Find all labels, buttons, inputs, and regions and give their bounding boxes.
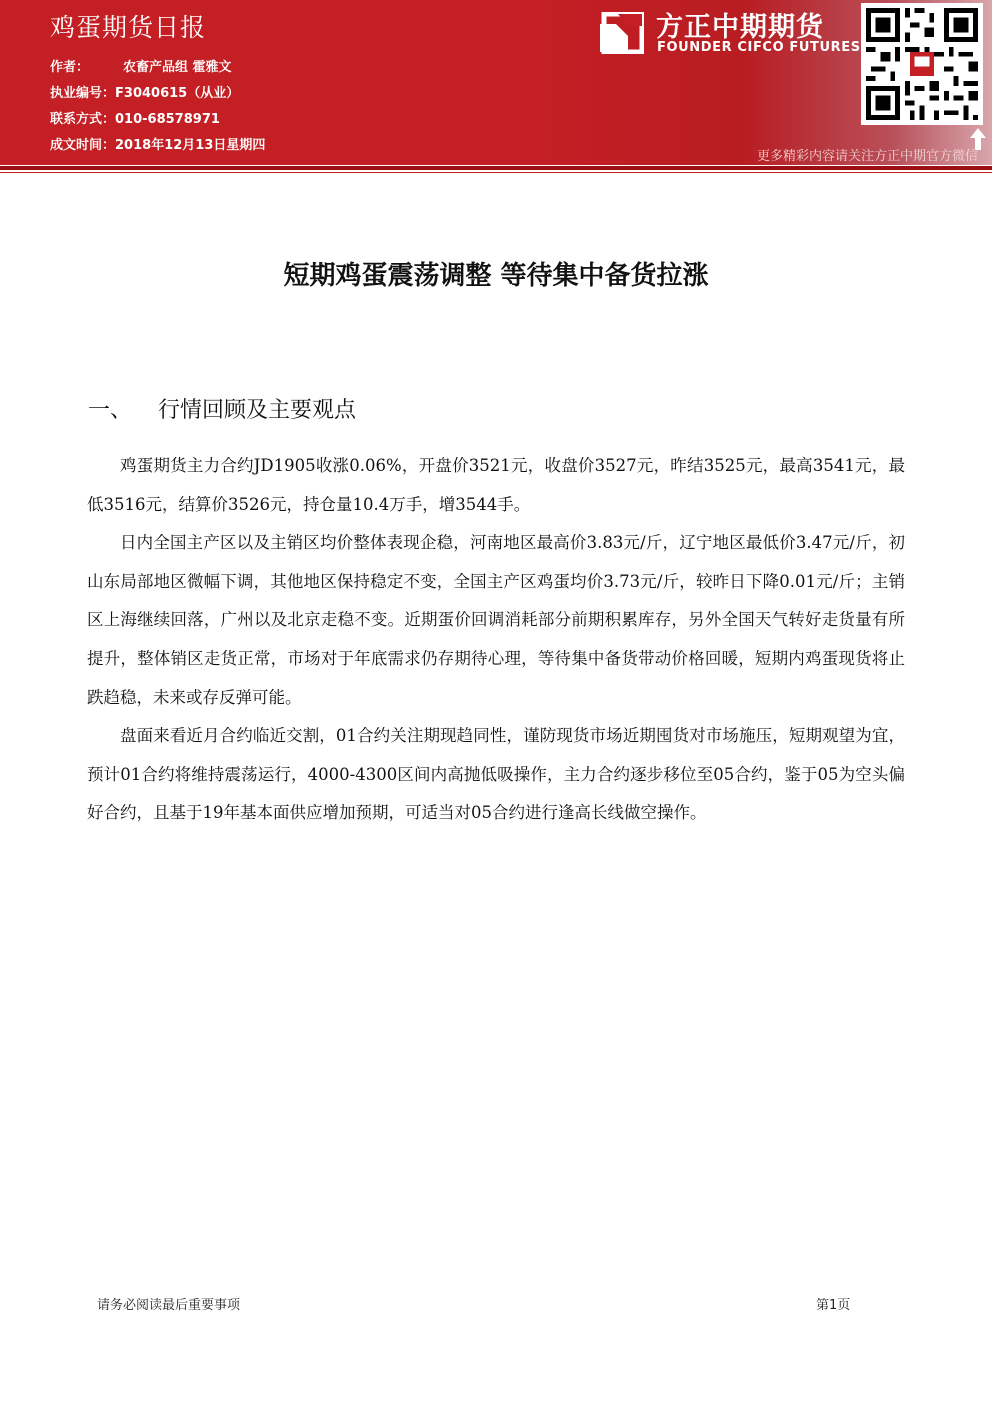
section-title: 行情回顾及主要观点 bbox=[158, 398, 357, 423]
brand-name-cn: 方正中期期货 bbox=[656, 12, 824, 43]
founder-logo-icon bbox=[598, 12, 644, 54]
contact-value: 010-68578971 bbox=[115, 112, 220, 127]
date-label: 成文时间： bbox=[50, 138, 116, 153]
author-label: 作者： bbox=[50, 60, 90, 75]
license-label: 执业编号： bbox=[50, 86, 116, 101]
date-value: 2018年12月13日星期四 bbox=[115, 138, 266, 153]
license-value: F3040615（从业） bbox=[115, 86, 240, 101]
paragraph-spot-market: 日内全国主产区以及主销区均价整体表现企稳，河南地区最高价3.83元/斤，辽宁地区最低价3.47元/斤，初山东局部地区微幅下调，其他地区保持稳定不变，全国主产区鸡蛋均价3.73元/斤，较昨日下降0.01元/斤；主销区上海继续回落，广州以及北京走稳不变。近期蛋价回调消耗部分前期积累库存，另外全国天气转好走货量有所提升，整体销区走货正常，市场对于年底需求仍存期待心理，等待集中备货带动价格回暖，短期内鸡蛋现货将止跌趋稳，未来或存反弹可能。 bbox=[87, 533, 905, 707]
section-heading bbox=[88, 393, 356, 424]
page-number: 第1页 bbox=[816, 1298, 851, 1313]
contact-line bbox=[50, 108, 220, 127]
report-title: 短期鸡蛋震荡调整 等待集中备货拉涨 bbox=[283, 261, 709, 291]
header-divider bbox=[0, 166, 992, 170]
section-number: 一、 bbox=[88, 398, 133, 423]
paragraph-strategy: 盘面来看近月合约临近交割，01合约关注期现趋同性，谨防现货市场近期囤货对市场施压，短期观望为宜，预计01合约将维持震荡运行，4000-4300区间内高抛低吸操作，主力合约逐步移位至05合约，鉴于05为空头偏好合约，且基于19年基本面供应增加预期，可适当对05合约进行逢高长线做空操作。 bbox=[87, 726, 905, 823]
report-name: 鸡蛋期货日报 bbox=[50, 13, 207, 42]
date-line bbox=[50, 134, 265, 153]
footer-disclaimer: 请务必阅读最后重要事项 bbox=[97, 1298, 241, 1313]
license-line bbox=[50, 82, 239, 101]
report-body bbox=[87, 447, 905, 833]
wechat-qr-code-icon bbox=[861, 3, 983, 125]
paragraph-futures-summary: 鸡蛋期货主力合约JD1905收涨0.06%，开盘价3521元，收盘价3527元，昨结3525元，最高3541元，最低3516元，结算价3526元，持仓量10.4万手，增3544手。 bbox=[87, 456, 905, 514]
wechat-follow-note: 更多精彩内容请关注方正中期官方微信 bbox=[756, 149, 978, 164]
header-divider-thin bbox=[0, 172, 992, 173]
author-value: 农畜产品组 霍雅文 bbox=[123, 60, 232, 75]
author-line bbox=[50, 56, 232, 75]
brand-name-en: FOUNDER CIFCO FUTURES bbox=[657, 40, 861, 55]
contact-label: 联系方式： bbox=[50, 112, 116, 127]
